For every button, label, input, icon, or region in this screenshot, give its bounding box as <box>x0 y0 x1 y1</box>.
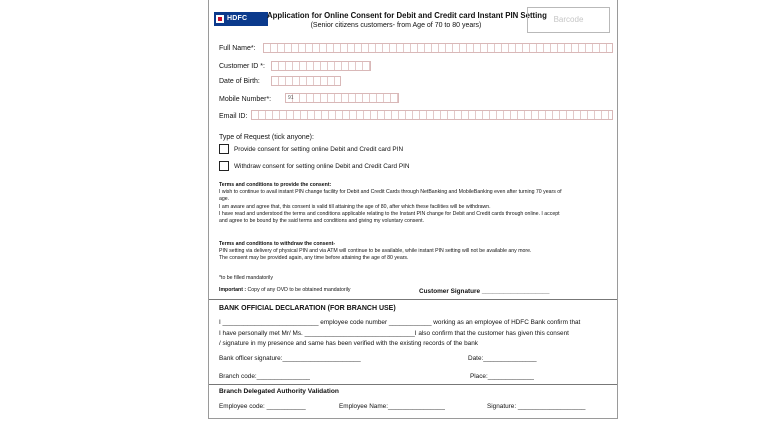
terms-provide-line3: I have read and understood the terms and conditions applicable relating to the Instant PIN change for Debit and Credit cards through online. I accept <box>219 210 560 217</box>
terms-provide-line1b: age. <box>219 196 230 203</box>
mobile-prefix: 91 <box>288 95 294 101</box>
full-name-field[interactable] <box>263 43 613 53</box>
important-text: Copy of any OVD to be obtained mandatorily <box>247 287 351 293</box>
form-title: Application for Online Consent for Debit and Credit card Instant PIN Setting <box>267 11 547 20</box>
logo-text: HDFC BANK <box>227 15 249 36</box>
terms-provide-line1: I wish to continue to avail instant PIN change facility for Debit and Credit Cards through NetBanking and MobileBanking even after turning 70 years of <box>219 189 562 196</box>
employee-code-field[interactable]: Employee code: ___________ <box>219 403 306 410</box>
declaration-line3: / signature in my presence and same has been verified with the existing records of the bank <box>219 340 478 347</box>
terms-provide-line3b: and agree to be bound by the said terms and conditions and giving my voluntary consent. <box>219 218 425 225</box>
request-heading: Type of Request (tick anyone): <box>219 134 314 141</box>
withdraw-consent-label: Withdraw consent for setting online Debit and Credit Card PIN <box>234 163 410 170</box>
bank-declaration-heading: BANK OFFICIAL DECLARATION (FOR BRANCH USE) <box>219 305 396 312</box>
validation-divider <box>209 384 617 385</box>
date-field[interactable]: Date:_______________ <box>468 355 537 362</box>
full-name-label: Full Name*: <box>219 45 256 52</box>
mobile-label: Mobile Number*: <box>219 96 272 103</box>
form-subtitle: (Senior citizens customers- from Age of 70 to 80 years) <box>310 22 482 29</box>
customer-signature-label: Customer Signature ___________________ <box>419 288 550 295</box>
mobile-field[interactable] <box>285 93 399 103</box>
terms-withdraw-heading: Terms and conditions to withdraw the consent- <box>219 241 336 247</box>
email-label: Email ID: <box>219 113 248 120</box>
important-note <box>219 287 351 294</box>
validation-heading: Branch Delegated Authority Validation <box>219 388 339 395</box>
validation-signature-field[interactable]: Signature: ___________________ <box>487 403 586 410</box>
declaration-line1: I ___________________________ employee code number ____________ working as an employee of HDFC Bank confirm that <box>219 319 581 326</box>
declaration-line2: I have personally met Mr/ Ms. _______________________________I also confirm that the customer has given this consent <box>219 330 569 337</box>
officer-signature-field[interactable]: Bank officer signature:______________________ <box>219 355 361 362</box>
terms-provide-block <box>219 182 562 225</box>
provide-consent-label: Provide consent for setting online Debit and Credit card PIN <box>234 146 404 153</box>
mandatory-note: *to be filled mandatorily <box>219 275 273 281</box>
employee-name-field[interactable]: Employee Name:________________ <box>339 403 445 410</box>
customer-id-label: Customer ID *: <box>219 63 265 70</box>
email-field[interactable] <box>251 110 613 120</box>
terms-withdraw-block <box>219 241 531 263</box>
form-header <box>209 0 617 38</box>
terms-withdraw-line1: PIN setting via delivery of physical PIN and via ATM will continue to be available, while instant PIN setting will not be available any more. <box>219 248 532 255</box>
important-label: Important : <box>219 287 247 293</box>
dob-field[interactable] <box>271 76 341 86</box>
barcode-box: Barcode <box>527 7 610 33</box>
hdfc-logo-icon <box>216 15 224 23</box>
customer-id-field[interactable] <box>271 61 371 71</box>
dob-label: Date of Birth: <box>219 78 260 85</box>
terms-withdraw-line2: The consent may be provided again, any time before attaining the age of 80 years. <box>219 255 409 262</box>
section-divider <box>209 299 617 300</box>
customer-signature-line[interactable] <box>419 287 549 296</box>
terms-provide-line2: I am aware and agree that, this consent is valid till attaining the age of 80, after which these facilities will be withdrawn. <box>219 203 491 210</box>
terms-provide-heading: Terms and conditions to provide the consent: <box>219 182 332 188</box>
consent-form <box>208 0 618 419</box>
hdfc-logo <box>214 12 268 36</box>
provide-consent-checkbox[interactable] <box>219 144 229 154</box>
branch-code-field[interactable]: Branch code:_______________ <box>219 373 310 380</box>
place-field[interactable]: Place:_____________ <box>470 373 534 380</box>
withdraw-consent-checkbox[interactable] <box>219 161 229 171</box>
